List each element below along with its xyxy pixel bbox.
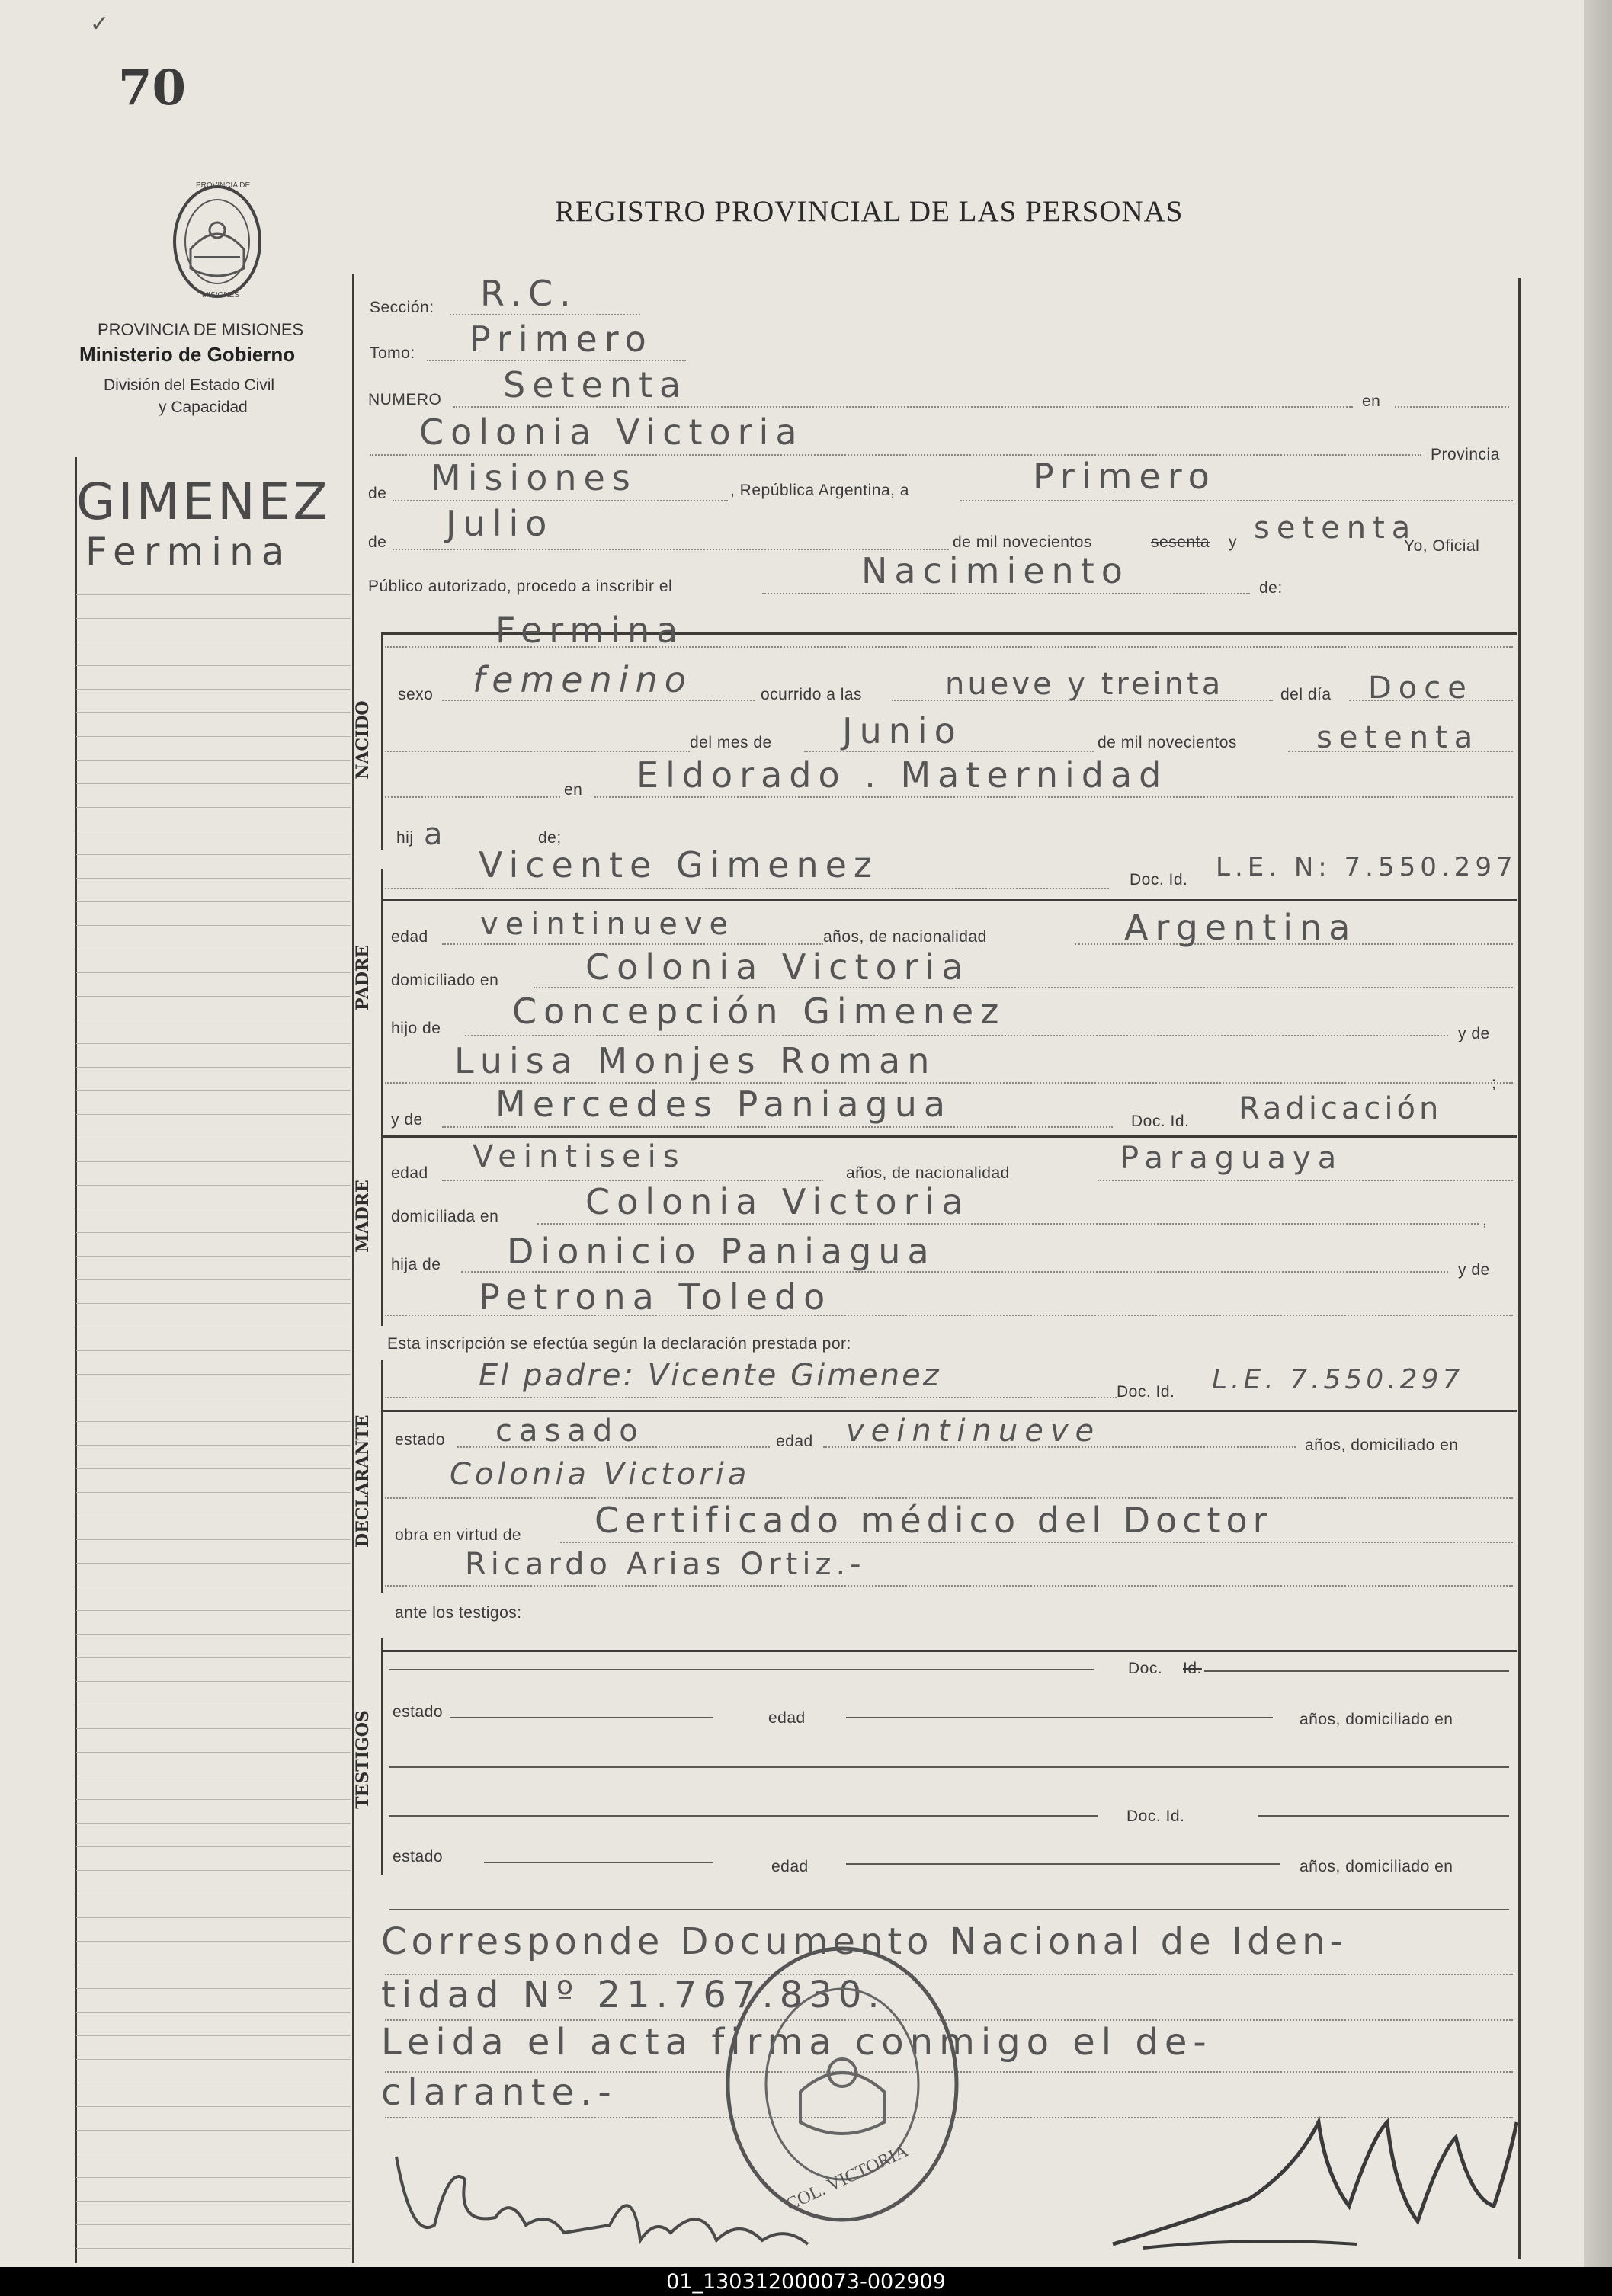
margin-rule-line xyxy=(76,2012,351,2013)
margin-rule-line xyxy=(76,689,351,690)
provincia-value: Misiones xyxy=(431,457,637,498)
margin-rule-line xyxy=(76,1823,351,1824)
margin-rule-line xyxy=(76,783,351,784)
tick-mark-icon: ✓ xyxy=(90,11,110,37)
padre-nacionalidad: Argentina xyxy=(1124,907,1357,948)
page-title: REGISTRO PROVINCIAL DE LAS PERSONAS xyxy=(555,195,1184,228)
padre-doc: L.E. N: 7.550.297 xyxy=(1216,852,1517,882)
madre-y-de: Petrona Toledo xyxy=(479,1276,832,1318)
margin-rule-line xyxy=(76,1870,351,1871)
issuer-ministry: Ministerio de Gobierno xyxy=(79,343,296,366)
note-line1: Corresponde Documento Nacional de Iden- xyxy=(381,1920,1348,1963)
margin-rule-line xyxy=(76,665,351,666)
declarante-doc: L.E. 7.550.297 xyxy=(1212,1364,1464,1395)
obra-line1: Certificado médico del Doctor xyxy=(594,1500,1273,1541)
declarante-edad: veintinueve xyxy=(846,1414,1101,1449)
margin-rule-line xyxy=(76,1917,351,1918)
margin-rule-line xyxy=(76,2201,351,2202)
numero-value: Setenta xyxy=(503,364,688,405)
section-padre: PADRE xyxy=(353,944,373,1011)
margin-rule-line xyxy=(76,2106,351,2107)
margin-rule-line xyxy=(76,1090,351,1091)
margin-rule-line xyxy=(76,2035,351,2036)
anio-inscripcion: setenta xyxy=(1254,511,1418,546)
margin-rule-line xyxy=(76,1657,351,1658)
nombre-value: Fermina xyxy=(495,610,685,651)
margin-rule-line xyxy=(76,2248,351,2249)
margin-rule-line xyxy=(76,1728,351,1729)
register-page: 70 ✓ REGISTRO PROVINCIAL DE LAS PERSONAS PROVINCIA DE MISIONES PROVINCIA DE MISIONES Ministerio de Gobierno División del Estado Civil y Capacidad GIMENEZ Fermina Sección: R.C. Tomo: Primero NUMERO Setenta en Colonia Victoria Provincia de Misiones , República Argentina, a Primero de Julio de mil novecientos sesenta y setenta Yo, Oficial Público autorizado, procedo a inscribir el Nacimiento de: NACIDO Fermina sexo femenino ocurrido a las nueve y treinta del día Doce del mes de Junio de mil novecientos setenta en Eldorado . Maternidad hij a de; PADRE Vicente Gimenez Doc. Id. L.E. N: 7.550.297 edad veintinueve años, de nacionalidad Argentina domiciliado en Colonia Victoria hijo de Concepción Gimenez y de Luisa Monjes Roman ; MADRE y de Mercedes Paniagua Doc. Id. Radicación edad Veintiseis años, de nacionalidad Paraguaya domiciliada en Colonia Victoria , hija de Dionicio Paniagua y de Petrona Toledo Esta inscripción se efectúa según la declaración prestada por: DECLARANTE El padre: Vicente Gimenez Doc. Id. L.E. 7.550.297 estado casado edad veintinueve años, domiciliado en Colonia Victoria obra en virtud de Certificado médico del Doctor Ricardo Arias Ortiz.- ante los testigos: TESTIGOS Doc. Id. estado edad años, domiciliado en Doc. Id. estado edad años, domiciliado en Corresponde Documento Nacional de Iden- tidad Nº 21.767.830. Leida el acta firma conmigo el de- clarante.- COL. VICTORIA xyxy=(0,0,1593,2267)
section-testigos: TESTIGOS xyxy=(353,1710,373,1809)
lugar-value: Colonia Victoria xyxy=(419,411,804,453)
lugar-nacimiento: Eldorado . Maternidad xyxy=(636,754,1168,796)
hij-suffix: a xyxy=(424,817,443,852)
margin-rule-line xyxy=(76,1492,351,1493)
issuer-division: División del Estado Civil xyxy=(104,376,275,394)
margin-rule-line xyxy=(76,1445,351,1446)
right-signature xyxy=(1098,2092,1524,2259)
padre-hijo-de: Concepción Gimenez xyxy=(512,991,1006,1032)
padre-domicilio: Colonia Victoria xyxy=(585,946,970,988)
margin-rule-line xyxy=(76,1988,351,1989)
anio-value: setenta xyxy=(1316,720,1480,755)
sexo-value: femenino xyxy=(473,659,693,700)
margin-rule-line xyxy=(76,1563,351,1564)
image-id-footer xyxy=(0,2267,1612,2296)
mes-value: Junio xyxy=(842,710,963,751)
margin-left-rule xyxy=(75,457,77,2263)
dia-inscripcion: Primero xyxy=(1033,456,1216,497)
margin-rule-line xyxy=(76,878,351,879)
note-line2: tidad Nº 21.767.830. xyxy=(381,1974,886,2016)
margin-given-name: Fermina xyxy=(85,530,293,574)
margin-rule-line xyxy=(76,1941,351,1942)
hora-value: nueve y treinta xyxy=(945,667,1224,702)
declarante-domicilio: Colonia Victoria xyxy=(450,1457,751,1492)
image-id: 01_130312000073-002909 xyxy=(666,2270,946,2294)
madre-nacionalidad: Paraguaya xyxy=(1120,1141,1344,1176)
padre-nombre: Vicente Gimenez xyxy=(479,844,880,885)
section-madre: MADRE xyxy=(353,1180,373,1253)
margin-rule-line xyxy=(76,1846,351,1847)
madre-edad: Veintiseis xyxy=(473,1139,686,1174)
form-right-rule xyxy=(1518,278,1521,2259)
margin-rule-line xyxy=(76,1634,351,1635)
margin-rule-line xyxy=(76,2177,351,2178)
margin-rule-line xyxy=(76,1799,351,1800)
margin-rule-line xyxy=(76,1256,351,1257)
margin-rule-line xyxy=(76,1303,351,1304)
madre-domicilio: Colonia Victoria xyxy=(585,1181,970,1222)
note-line4: clarante.- xyxy=(381,2071,617,2114)
dia-value: Doce xyxy=(1368,671,1473,706)
margin-rule-line xyxy=(76,1185,351,1186)
margin-rule-line xyxy=(76,594,351,595)
margin-rule-line xyxy=(76,1350,351,1351)
margin-rule-line xyxy=(76,1114,351,1115)
declarante-nombre: El padre: Vicente Gimenez xyxy=(479,1358,941,1393)
margin-rule-line xyxy=(76,1161,351,1162)
padre-edad: veintinueve xyxy=(480,907,735,942)
coat-of-arms-icon: PROVINCIA DE MISIONES xyxy=(164,177,271,306)
issuer-province: PROVINCIA DE MISIONES xyxy=(98,320,304,339)
section-nacido: NACIDO xyxy=(353,700,373,780)
margin-rule-line xyxy=(76,1421,351,1422)
margin-rule-line xyxy=(76,2224,351,2225)
margin-rule-line xyxy=(76,2059,351,2060)
margin-rule-line xyxy=(76,760,351,761)
seccion-value: R.C. xyxy=(480,273,578,314)
margin-rule-line xyxy=(76,1681,351,1682)
margin-rule-line xyxy=(76,1232,351,1233)
mes-inscripcion: Julio xyxy=(446,503,554,544)
margin-rule-line xyxy=(76,1374,351,1375)
margin-rule-line xyxy=(76,1539,351,1540)
madre-doc: Radicación xyxy=(1239,1091,1443,1126)
tomo-value: Primero xyxy=(469,319,653,360)
stamp-bottom-text: COL. VICTORIA xyxy=(783,2141,912,2215)
margin-surname: GIMENEZ xyxy=(76,472,331,531)
declarante-estado: casado xyxy=(495,1414,645,1449)
margin-rule-line xyxy=(76,1752,351,1753)
margin-rule-line xyxy=(76,854,351,855)
margin-rule-line xyxy=(76,1468,351,1469)
madre-nombre: Mercedes Paniagua xyxy=(495,1084,953,1125)
page-number: 70 xyxy=(118,59,187,117)
margin-rule-line xyxy=(76,996,351,997)
margin-rule-line xyxy=(76,2130,351,2131)
madre-hija-de: Dionicio Paniagua xyxy=(507,1231,936,1272)
book-binding-edge xyxy=(1584,0,1612,2267)
acto-value: Nacimiento xyxy=(861,550,1130,591)
margin-rule-line xyxy=(76,901,351,902)
margin-rule-line xyxy=(76,1279,351,1280)
issuer-capacity: y Capacidad xyxy=(159,399,248,416)
margin-rule-line xyxy=(76,807,351,808)
margin-rule-line xyxy=(76,618,351,619)
margin-rule-line xyxy=(76,925,351,926)
margin-rule-line xyxy=(76,736,351,737)
margin-rule-line xyxy=(76,1610,351,1611)
margin-rule-line xyxy=(76,712,351,713)
padre-y-de: Luisa Monjes Roman xyxy=(454,1040,937,1081)
margin-rule-line xyxy=(76,972,351,973)
left-signature xyxy=(381,2134,854,2256)
note-line3: Leida el acta firma conmigo el de- xyxy=(381,2021,1213,2064)
margin-rule-line xyxy=(76,1067,351,1068)
obra-line2: Ricardo Arias Ortiz.- xyxy=(465,1547,866,1582)
section-declarante: DECLARANTE xyxy=(353,1414,373,1548)
margin-rule-line xyxy=(76,1043,351,1044)
